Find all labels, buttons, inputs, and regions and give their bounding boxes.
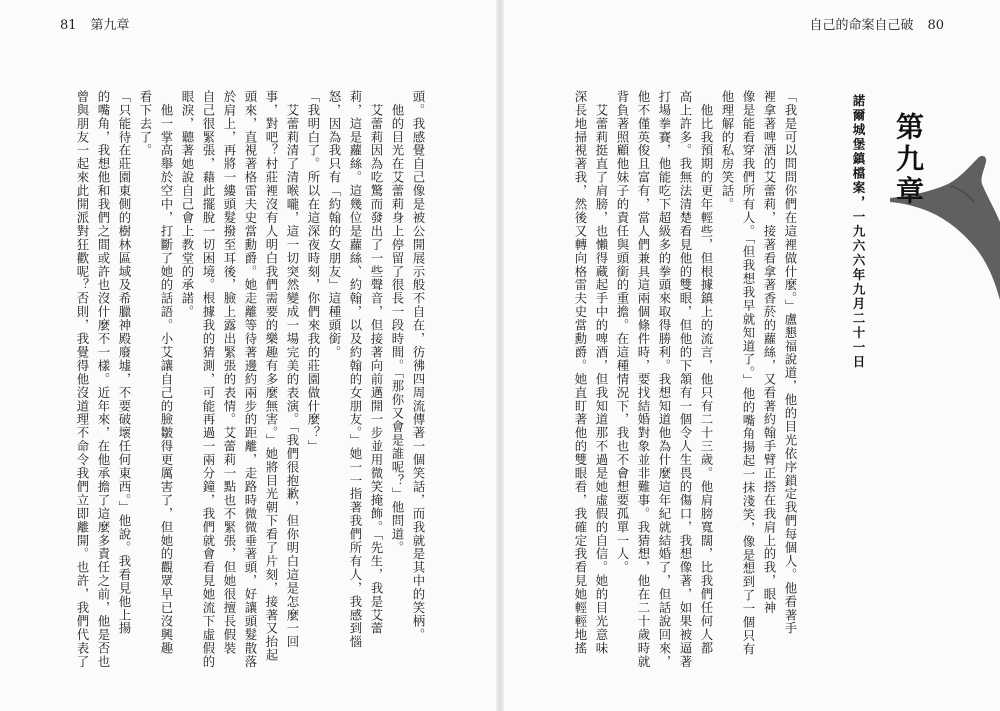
text-column: 高上許多。我無法清楚看見他的雙眼，但他的下頷有一個令人生畏的傷口，我想像著，如果被逼著 <box>678 90 693 669</box>
book-gutter <box>496 0 504 711</box>
text-column: 自己很緊張，藉此擺脫一切困境。根據我的猜測，可能再過一兩分鐘，我們就會看見她流下虛假的 <box>201 90 216 669</box>
text-column: 「我是可以問問你們在這裡做什麼。」盧懇福說道，他的目光依序鎖定我們每個人。他看著手 <box>783 90 798 636</box>
text-column: 背負著照顧他妹子的責任與頭銜的重擔。在這種情況下，我也不會想要孤單一人。 <box>615 90 630 575</box>
right-page <box>500 0 1000 711</box>
right-running-head: 自己的命案自己破 <box>809 18 914 33</box>
chapter-title: 第九章 <box>892 112 925 208</box>
text-column: 於肩上，再將一縷頭髮撥至耳後，臉上露出緊張的表情。艾蕾莉一點也不緊張，但她很擅長假裝 <box>222 90 237 655</box>
text-column: 頭。我感覺自己像是被公開展示般不自在，彷彿四周流傳著一個笑話，而我就是其中的笑柄。 <box>411 90 426 642</box>
text-column: 曾與朋友一起來此開派對狂歡呢？否則，我覺得他沒道理不命令我們立即離開。也許，我們代表了 <box>75 90 90 669</box>
left-running-head: 第九章 <box>90 18 130 33</box>
text-column: 的嘴角，我想他和我們之間或許也沒什麼不一樣。近年來，在他承擔了這麼多責任之前，他是否也 <box>96 90 111 669</box>
text-column: 頭來，直視著格雷夫史當勳爵。她走離等待著邊約兩步的距離，走路時微微垂著頭，好讓頭髮散落 <box>243 90 258 669</box>
text-column: 「只能待在莊園東側的樹林區域及希臘神殿廢墟，不要破壞任何東西。」他說。我看見他上揚 <box>117 90 132 636</box>
text-column: 「我明白了。所以在這深夜時刻，你們來我的莊園做什麼？」 <box>306 90 321 454</box>
text-column: 莉，這是蘿絲。這幾位是蘿絲、約翰，以及約翰的女朋友。」她一一指著我們所有人，我感到惱 <box>348 90 363 649</box>
text-column: 眼淚，聽著她說自己會上教堂的承諾。 <box>180 90 195 319</box>
text-column: 打場拳賽，他能吃下超級多的拳頭來取得勝利。我想知道他為什麼這年紀就結婚了，但話說回來， <box>657 90 672 669</box>
text-column: 他比我預期的更年輕些，但根據鎮上的流言，他只有二十三歲。他肩膀寬闊，比我們任何人都 <box>699 90 714 655</box>
text-column: 他一掌高舉於空中，打斷了她的話語。小艾讓自己的臉皺得更厲害了，但她的觀眾早已沒興趣 <box>159 90 174 655</box>
text-column: 他理解的私房笑話。 <box>720 90 735 212</box>
text-column: 他的目光在艾蕾莉身上停留了很長一段時間。「那你又會是誰呢？」他問道。 <box>390 90 405 555</box>
chapter-dateline: 諾爾城堡鎮檔案，一九六六年九月二十一日 <box>851 94 866 370</box>
text-column: 事，對吧？村莊裡沒有人明白我們需要的樂趣有多麼無害。」她將目光朝下看了片刻，接著又抬起 <box>264 90 279 663</box>
text-column: 怒，因為我只有「約翰的女朋友」這種頭銜。 <box>327 90 342 359</box>
text-column: 像是能看穿我們所有人。「但我想我早就知道了。」他的嘴角揚起一抹淺笑，像是想到了一個只有 <box>741 90 756 656</box>
text-column: 裡拿著啤酒的艾蕾莉，接著看拿著香菸的蘿絲，又看著約翰手臂正搭在我肩上的我，眼神 <box>762 90 777 615</box>
text-column: 他不僅英俊且富有，當人們兼具這兩個條件時，要找結婚對象並非難事。我猜想，他在二十歲時就 <box>636 90 651 669</box>
left-page-header <box>60 14 130 33</box>
text-column: 深長地掃視著我，然後又轉向格雷夫史當勳爵。她直盯著他的雙眼看，我確定我看見她輕輕地搖 <box>573 90 588 655</box>
right-page-body <box>571 90 800 690</box>
right-page-number: 80 <box>927 18 944 33</box>
text-column: 艾蕾莉因為吃驚而發出了一些聲音，但接著向前邁開一步並用微笑掩飾。「先生，我是艾蕾 <box>369 90 384 636</box>
left-page-body <box>73 90 428 690</box>
right-page-header <box>809 14 944 33</box>
text-column: 艾蕾莉清了清喉嚨，這一切突然變成一場完美的表演。「我們很抱歉，但你明白這是怎麼一回 <box>285 90 300 649</box>
text-column: 看下去了。 <box>138 90 153 158</box>
text-column: 艾蕾莉挺直了肩膀，也懶得藏起手中的啤酒，但我知道那不過是她虛假的自信。她的目光意味 <box>594 90 609 655</box>
left-page-number: 81 <box>60 18 77 33</box>
